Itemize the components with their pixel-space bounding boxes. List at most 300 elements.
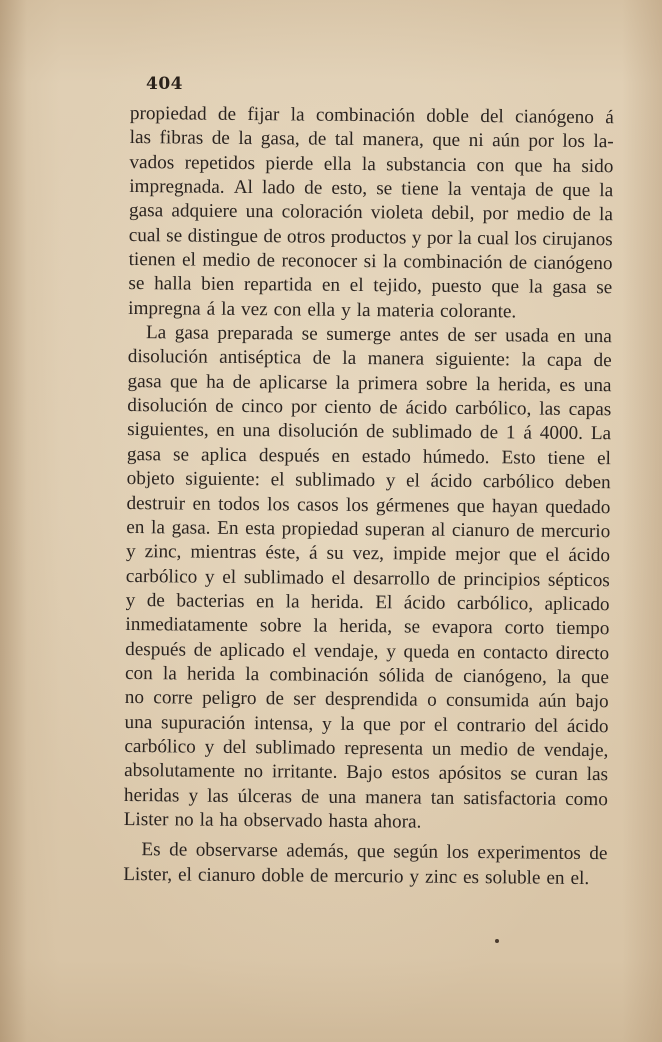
word: los (514, 228, 538, 250)
word: vez, (352, 543, 385, 565)
word: disolución (278, 420, 359, 443)
word: de (217, 103, 237, 125)
word: que (491, 276, 520, 298)
word: ha (219, 809, 238, 831)
word: bacterias (176, 590, 245, 612)
word: de (193, 639, 212, 661)
word: combinación (315, 104, 416, 127)
word: disolución (127, 395, 208, 417)
word: aplicado (219, 639, 285, 661)
word: las (539, 398, 561, 420)
word: sido (581, 155, 614, 177)
word: no (174, 809, 194, 831)
word: aplicarse (259, 371, 328, 394)
word: la (313, 615, 328, 637)
word: destruir (126, 492, 186, 514)
word: La (145, 322, 167, 344)
word: en (546, 867, 565, 889)
word: ácido (566, 715, 609, 737)
word: impregnada. (129, 176, 225, 198)
word: de (535, 179, 554, 201)
word: 1 (505, 422, 516, 444)
word: el (177, 864, 193, 886)
word: propiedad (129, 102, 207, 125)
word: aún (538, 690, 567, 713)
word: materia (376, 299, 435, 322)
word: de (232, 371, 251, 393)
ink-speck (495, 939, 499, 943)
word: de (301, 786, 320, 808)
word: corre (153, 687, 193, 709)
word: si (363, 251, 377, 273)
word: carbólico, (456, 592, 534, 615)
word: heridas (123, 784, 180, 807)
word: se (376, 178, 393, 200)
word: cianuro (197, 864, 256, 886)
word: primera (357, 372, 418, 395)
word: 4000. (539, 423, 584, 445)
word: que (357, 841, 385, 863)
word: la (290, 104, 305, 126)
word: según (393, 841, 439, 864)
word: hayan (491, 495, 538, 518)
page-edge-shadow-right (622, 0, 662, 1042)
word: soluble (484, 866, 541, 889)
word: de (437, 568, 456, 590)
word: sólida (378, 665, 425, 687)
word: desarrollo (353, 567, 431, 590)
word: de (516, 520, 535, 542)
word: intensa, (254, 712, 314, 735)
word: cual (128, 224, 161, 246)
word: vados (129, 151, 175, 174)
word: Lister, (123, 863, 173, 886)
word: en (321, 275, 341, 297)
word: Bajo (346, 762, 383, 784)
word: las (207, 785, 229, 807)
word: por (426, 227, 453, 249)
text-line (125, 662, 609, 691)
text-line (123, 863, 607, 892)
word: tiene (401, 178, 439, 200)
word: esta (245, 517, 276, 540)
word: por (528, 130, 555, 153)
word: después (125, 638, 187, 661)
word: sobre (259, 615, 302, 637)
text-line (123, 838, 607, 867)
word: supuración (161, 711, 246, 734)
word: que (514, 155, 543, 177)
word: de (516, 739, 536, 761)
word: Esto (501, 447, 536, 469)
word: la (599, 180, 614, 202)
text-line (127, 418, 611, 447)
word: substancia (386, 153, 467, 176)
word: es (462, 866, 480, 888)
word: de (215, 395, 234, 418)
word: consumida (445, 690, 530, 712)
word: que (581, 666, 610, 689)
word: otros (286, 226, 326, 248)
word: gasa (127, 370, 162, 393)
word: distingue (187, 225, 259, 247)
paragraph (123, 838, 607, 891)
word: estado (361, 445, 411, 468)
text-line (128, 272, 612, 301)
word: de (589, 843, 608, 865)
word: el (405, 470, 420, 492)
word: sublimado (243, 566, 324, 589)
word: Lister (123, 808, 169, 831)
word: se (301, 323, 318, 345)
word: preparada (217, 322, 294, 345)
word: zinc (424, 866, 458, 888)
word: capa (546, 350, 583, 372)
word: se (172, 444, 190, 466)
word: gasa (174, 322, 209, 344)
word: y (411, 227, 422, 249)
word: vendaje, (543, 739, 609, 762)
word: Al (233, 176, 254, 199)
word: además, (286, 840, 349, 863)
word: el (270, 469, 285, 491)
word: peligro (202, 687, 257, 710)
word: de (169, 839, 188, 861)
word: halla (154, 273, 192, 295)
word: reconocer (281, 250, 358, 273)
word: y (385, 470, 396, 492)
word: éste, (265, 542, 301, 564)
word: tal (334, 129, 355, 151)
word: gasa, (260, 128, 300, 150)
word: la- (593, 131, 614, 153)
word: con (124, 662, 153, 685)
word: húmedo. (422, 446, 490, 468)
word: todos (218, 493, 260, 515)
word: medio (459, 738, 509, 761)
word: en (557, 325, 576, 347)
word: de (508, 252, 528, 274)
word: la (335, 372, 350, 394)
word: y (125, 541, 136, 563)
word: con (476, 154, 505, 176)
word: o (427, 689, 437, 711)
text-line (124, 784, 608, 813)
word: curan (535, 763, 578, 786)
word: del (223, 736, 247, 758)
word: principios (463, 568, 541, 591)
word: de (593, 350, 612, 372)
word: coloración (281, 201, 363, 224)
word: deben (564, 471, 611, 494)
word: manera (365, 786, 422, 809)
word: la (557, 666, 572, 688)
word: cianuro (451, 519, 510, 542)
word: medio (202, 249, 251, 272)
word: lado (261, 177, 296, 199)
word: fibras (159, 127, 204, 149)
word: y (204, 736, 215, 758)
word: la (199, 809, 214, 831)
word: una (124, 711, 153, 733)
word: de (304, 177, 323, 199)
word: cual (477, 227, 510, 250)
word: sumerge (326, 323, 392, 346)
paragraph (124, 321, 612, 836)
word: puesto (431, 276, 482, 298)
word: que (456, 495, 485, 517)
word: tan (430, 787, 455, 809)
word: objeto (126, 468, 175, 490)
word: por (482, 203, 509, 225)
word: su (326, 542, 344, 565)
page-edge-shadow-left (0, 0, 60, 1042)
word: las (586, 764, 609, 786)
word: aplicado (544, 593, 610, 616)
word: por (290, 396, 317, 418)
word: antes (399, 324, 440, 346)
word: observarse (195, 839, 278, 862)
word: á (308, 542, 318, 564)
word: mejor (455, 544, 501, 566)
word: no (243, 761, 264, 783)
word: tejido, (373, 275, 422, 297)
word: ha (552, 155, 572, 177)
word: se (403, 616, 421, 638)
word: de (265, 688, 285, 710)
word: cianógeno, (463, 665, 547, 688)
word: queda (403, 640, 450, 663)
word: de (434, 665, 454, 687)
word: el (596, 447, 611, 470)
word: debil, (431, 203, 475, 225)
word: un (431, 738, 452, 760)
word: el (545, 544, 560, 566)
text-line (126, 540, 610, 569)
word: y (386, 640, 396, 662)
word: sublimado (391, 421, 473, 444)
word: bien (201, 274, 235, 296)
word: en (192, 493, 211, 515)
word: la (598, 204, 614, 226)
word: gérmenes (375, 494, 450, 517)
word: carbólico (125, 565, 198, 588)
word: á (523, 422, 533, 444)
word: de (479, 422, 499, 444)
word: combinación (269, 664, 369, 687)
word: contrario (456, 714, 526, 737)
word: la (162, 663, 177, 685)
word: carbólico, (455, 397, 532, 420)
word: el (433, 714, 448, 736)
word: Es (141, 839, 161, 861)
word: representa (344, 737, 424, 760)
word: El (375, 592, 393, 614)
word: como (565, 788, 608, 810)
word: herida, (339, 616, 393, 638)
word: En (217, 517, 239, 539)
word: de (310, 865, 329, 887)
word: disolución (127, 346, 208, 369)
word: por (399, 713, 426, 736)
word: repetidos (184, 152, 256, 174)
word: apósitos (438, 763, 502, 785)
word: carbólico (482, 471, 555, 493)
word: desprendida (324, 688, 418, 711)
word: herida. (310, 591, 364, 613)
text-line (128, 345, 612, 374)
word: gasa (128, 200, 164, 222)
word: la (221, 298, 236, 320)
word: mercurio (334, 865, 404, 888)
word: tiene (547, 447, 586, 469)
word: fijar (247, 104, 280, 126)
word: satisfactoria (463, 787, 557, 810)
word: á (206, 298, 216, 320)
word: y (204, 566, 215, 588)
word: en (255, 590, 275, 613)
word: no (124, 687, 145, 709)
word: ella (323, 153, 352, 175)
word: observado (243, 809, 323, 832)
word: la (238, 128, 253, 150)
word: una (583, 374, 612, 396)
word: pierde (265, 152, 314, 175)
word: ventaja (470, 179, 527, 201)
word: que (562, 179, 591, 202)
word: en (457, 641, 476, 663)
word: bajo (575, 691, 609, 713)
word: gasa. (171, 517, 211, 539)
word: y (188, 785, 199, 807)
word: aún (492, 130, 520, 152)
word: contacto (482, 641, 549, 664)
word: al (431, 519, 446, 541)
word: el (181, 249, 196, 271)
word: la (382, 251, 397, 273)
word: cirujanos (542, 228, 613, 250)
word: antiséptica (219, 347, 302, 369)
word: de (572, 204, 591, 226)
word: siguientes, (127, 419, 209, 442)
word: la (475, 373, 490, 395)
word: ácido (403, 592, 446, 614)
word: los (446, 842, 470, 864)
word: evapora (431, 616, 493, 639)
word: superan (365, 518, 425, 541)
word: usada (505, 325, 549, 347)
word: violeta (370, 202, 424, 224)
word: y (321, 713, 332, 735)
word: ácido (430, 470, 473, 493)
word: de (365, 421, 385, 443)
word: absolutamente (124, 760, 236, 783)
word: de (312, 348, 331, 370)
word: de (308, 128, 327, 151)
word: y (341, 299, 351, 321)
word: experimentos (477, 842, 581, 865)
word: ella (307, 299, 336, 321)
word: á (605, 107, 614, 129)
word: sublimado (295, 469, 376, 492)
word: herida, (498, 374, 552, 396)
word: quedado (545, 496, 611, 518)
body-text (123, 102, 614, 891)
word: la (342, 348, 357, 370)
word: vez (240, 298, 268, 320)
word: corto (504, 617, 545, 639)
word: en (331, 445, 350, 467)
word: ahora. (373, 811, 422, 833)
word: la (150, 517, 166, 539)
word: la (457, 227, 472, 249)
word: la (340, 713, 355, 735)
word: úlceras (237, 785, 293, 808)
word: herida (186, 663, 236, 685)
word: de (263, 225, 282, 248)
word: irritante. (271, 761, 338, 784)
word: y (409, 866, 420, 888)
word: una (584, 326, 612, 348)
word: estos (391, 762, 430, 784)
word: la (447, 178, 462, 200)
word: La (590, 423, 612, 445)
paragraph (128, 102, 614, 325)
word: mercurio (540, 520, 611, 543)
word: es (559, 374, 576, 396)
word: de (256, 250, 276, 272)
word: ácido (405, 397, 448, 419)
word: doble (261, 864, 305, 887)
word: se (596, 277, 613, 299)
word: el (292, 640, 307, 662)
word: siguiente: (185, 468, 261, 491)
word: de (146, 590, 165, 612)
word: en (126, 516, 145, 538)
word: del (480, 106, 504, 128)
word: ni (468, 130, 484, 152)
word: tienen (128, 249, 176, 271)
word: que (363, 713, 391, 735)
word: cianógeno (514, 106, 595, 129)
word: se (166, 225, 183, 247)
word: sublimado (255, 737, 336, 759)
word: sépticos (547, 569, 610, 591)
word: que (508, 544, 537, 566)
word: casos (296, 493, 339, 516)
word: una (328, 786, 357, 808)
word: la (356, 299, 371, 321)
word: la (285, 591, 300, 613)
word: el (222, 566, 237, 588)
word: propiedad (281, 518, 359, 540)
word: del (534, 715, 559, 737)
word: repartida (243, 274, 313, 297)
word: capas (568, 398, 612, 421)
word: mientras (190, 541, 257, 564)
word: productos (330, 226, 407, 249)
word: el. (570, 867, 590, 889)
word: ha (206, 371, 225, 393)
word: se (128, 273, 145, 295)
word: de (447, 324, 466, 347)
word: hasta (328, 810, 369, 833)
word: la (361, 153, 376, 175)
word: combinación (403, 251, 503, 274)
word: cianógeno (533, 252, 613, 275)
word: gasa (126, 443, 162, 466)
word: y (125, 589, 136, 611)
